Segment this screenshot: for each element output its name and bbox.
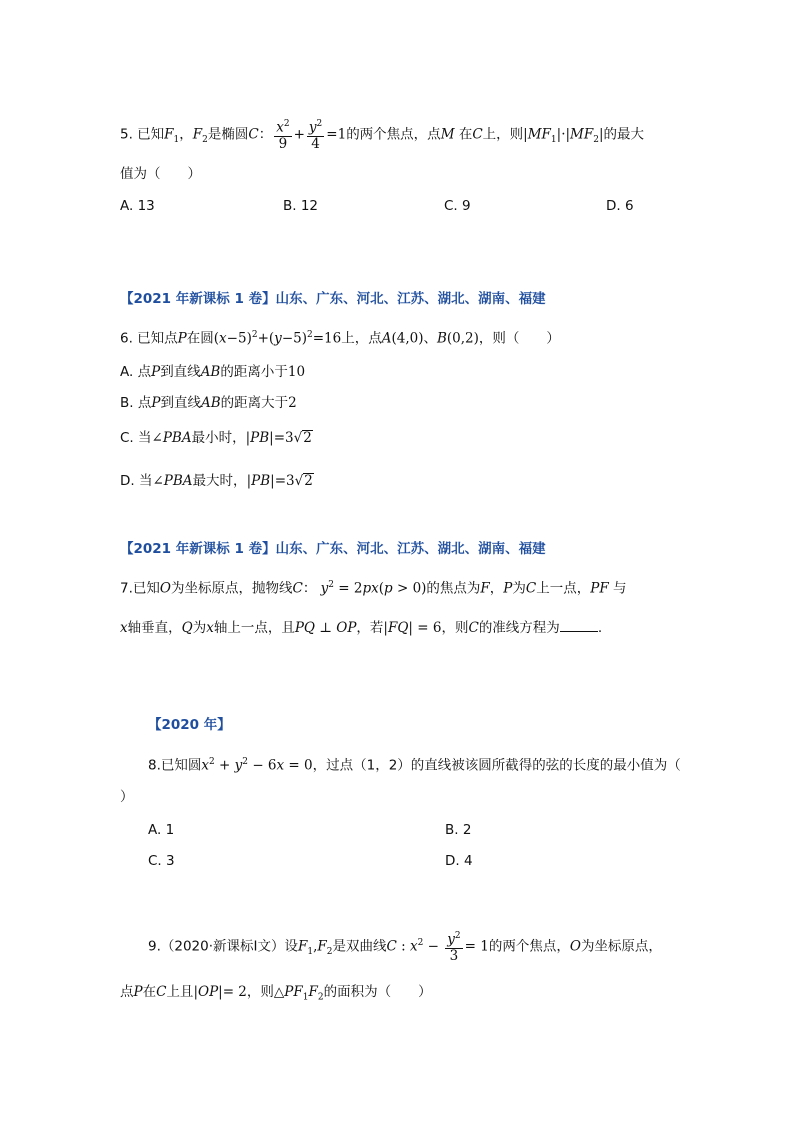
section-header-2021-a: 【2021 年新课标 1 卷】山东、广东、河北、江苏、湖北、湖南、福建 [120, 291, 546, 307]
section-header-2021-b: 【2021 年新课标 1 卷】山东、广东、河北、江苏、湖北、湖南、福建 [120, 541, 546, 557]
q5-line2: 值为（ ） [120, 166, 201, 182]
q5-line1: 5. 已知$F_1$，$F_2$是椭圆C： $\frac{x^2}{9}$ + $\frac{y^2}{4}$ =1的两个焦点，点M 在C上，则$|MF_1|\cdot|MF_2|$的最大 [120, 119, 645, 152]
q8-line2: ） [120, 789, 134, 805]
q8-option-c: C. 3 [148, 853, 175, 869]
q8-option-a: A. 1 [148, 822, 175, 838]
q9-line2: 点P在C上且|OP|= 2，则$\triangle PF_1F_2$的面积为（ ） [120, 984, 432, 1003]
q6-option-a: A. 点P到直线AB的距离小于10 [120, 364, 306, 380]
q5-option-a: A. 13 [120, 198, 155, 214]
fraction-y2-4: $\frac{y^2}{4}$ [308, 119, 323, 152]
q6-line1: 6. 已知点P在圆$(x-5)^2+(y-5)^2=16$上，点A(4,0)、B(0,2)，则（ ） [120, 330, 560, 347]
q5-option-b: B. 12 [283, 198, 319, 214]
q5-option-d: D. 6 [606, 198, 634, 214]
q7-line1: 7.已知O为坐标原点，抛物线C： $y^2 = 2px(p > 0)$的焦点为F，P为C上一点，PF 与 [120, 580, 627, 597]
q8-option-b: B. 2 [445, 822, 472, 838]
q7-line2: x轴垂直，Q为x轴上一点，且PQ ⊥ OP，若|FQ| = 6，则C的准线方程为 . [120, 617, 602, 638]
fraction-y2-3: $\frac{y^2}{3}$ [447, 931, 461, 964]
q6-option-d: D. 当∠PBA最大时，|PB|=3√2 [120, 473, 313, 489]
q8-option-d: D. 4 [445, 853, 473, 869]
q8-line1: 8.已知圆$x^2 + y^2 - 6x = 0$，过点（1，2）的直线被该圆所截得的弦的长度的最小值为（ [148, 757, 681, 774]
q5-option-c: C. 9 [444, 198, 471, 214]
q9-line1: 9.（2020·新课标Ⅰ文）设$F_1,F_2$是双曲线C : $x^2$ − $\frac{y^2}{3}$ = 1的两个焦点，O为坐标原点， [148, 931, 662, 964]
q6-option-b: B. 点P到直线AB的距离大于2 [120, 395, 297, 411]
q6-option-c: C. 当∠PBA最小时，|PB|=3√2 [120, 430, 312, 446]
fraction-x2-9: $\frac{x^2}{9}$ [276, 119, 290, 152]
answer-blank [560, 617, 598, 632]
section-header-2020: 【2020 年】 [148, 717, 231, 733]
